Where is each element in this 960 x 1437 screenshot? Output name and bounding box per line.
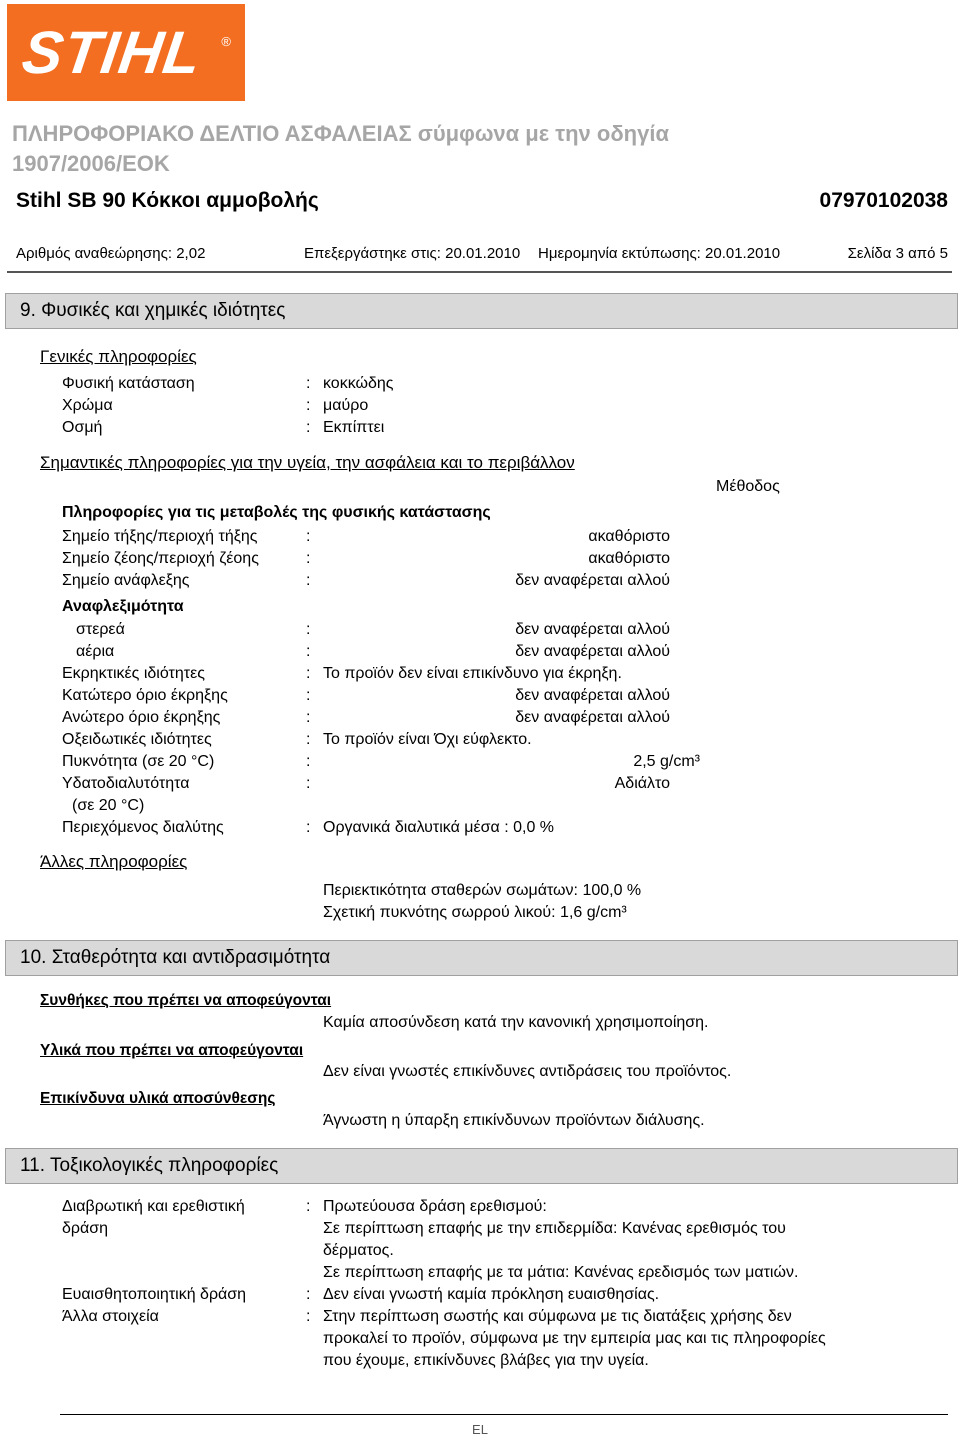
other-data-text-line: που έχουμε, επικίνδυνες βλάβες για την υγεία. — [323, 1352, 649, 1369]
upper-explosion-limit-value: δεν αναφέρεται αλλού — [515, 709, 670, 726]
solids-content: Περιεκτικότητα σταθερών σωμάτων: 100,0 % — [323, 882, 642, 899]
other-data-text-line: Στην περίπτωση σωστής και σύμφωνα με τις διατάξεις χρήσης δεν — [323, 1308, 792, 1325]
page-number: Σελίδα 3 από 5 — [847, 245, 948, 262]
colon: : — [306, 665, 311, 682]
colon: : — [306, 731, 311, 748]
colon: : — [306, 1286, 311, 1303]
section-9-title: 9. Φυσικές και χημικές ιδιότητες — [20, 300, 286, 321]
physical-state-label: Φυσική κατάσταση — [62, 375, 195, 392]
stihl-logo — [7, 4, 245, 101]
colon: : — [306, 572, 311, 589]
method-column-label: Μέθοδος — [716, 478, 780, 495]
irritation-label-line1: Διαβρωτική και ερεθιστική — [62, 1198, 245, 1215]
other-data-label: Άλλα στοιχεία — [62, 1308, 159, 1325]
flash-point-label: Σημείο ανάφλεξης — [62, 572, 190, 589]
document-title-line2: 1907/2006/ΕΟΚ — [12, 151, 170, 176]
other-data-text-line: προκαλεί το προϊόν, σύμφωνα με την εμπειρία μας και τις πληροφορίες — [323, 1330, 826, 1347]
header-divider — [7, 271, 952, 273]
gases-label: αέρια — [76, 643, 115, 660]
decomposition-products-heading: Επικίνδυνα υλικά αποσύνθεσης — [40, 1090, 276, 1107]
print-date: Ημερομηνία εκτύπωσης: 20.01.2010 — [538, 245, 781, 262]
colour-value: μαύρο — [323, 397, 369, 414]
colon: : — [306, 621, 311, 638]
water-solubility-label: Υδατοδιαλυτότητα — [62, 775, 190, 792]
explosive-properties-value: Το προϊόν δεν είναι επικίνδυνο για έκρηξη. — [323, 665, 622, 682]
conditions-to-avoid-value: Καμία αποσύνδεση κατά την κανονική χρησιμοποίηση. — [323, 1014, 709, 1031]
melting-point-value: ακαθόριστο — [588, 528, 670, 545]
flash-point-value: δεν αναφέρεται αλλού — [515, 572, 670, 589]
materials-to-avoid-heading: Υλικά που πρέπει να αποφεύγονται — [40, 1042, 304, 1059]
product-code: 07970102038 — [819, 189, 948, 212]
solvent-content-value: Οργανικά διαλυτικά μέσα : 0,0 % — [323, 819, 555, 836]
boiling-point-value: ακαθόριστο — [588, 550, 670, 567]
solids-value: δεν αναφέρεται αλλού — [515, 621, 670, 638]
colon: : — [306, 819, 311, 836]
melting-point-label: Σημείο τήξης/περιοχή τήξης — [62, 528, 258, 545]
odour-label: Οσμή — [62, 419, 103, 436]
colon: : — [306, 643, 311, 660]
solvent-content-label: Περιεχόμενος διαλύτης — [62, 819, 224, 836]
colon: : — [306, 419, 311, 436]
relative-bulk-density: Σχετική πυκνότης σωρρού λικού: 1,6 g/cm³ — [323, 904, 627, 921]
product-name: Stihl SB 90 Κόκκοι αμμοβολής — [16, 189, 319, 212]
colon: : — [306, 753, 311, 770]
irritation-label-line2: δράση — [62, 1220, 109, 1237]
flammability-heading: Αναφλεξιμότητα — [62, 598, 184, 615]
water-solubility-temperature: (σε 20 °C) — [72, 797, 145, 814]
water-solubility-value: Αδιάλτο — [614, 775, 670, 792]
important-info-heading: Σημαντικές πληροφορίες για την υγεία, την ασφάλεια και το περιβάλλον — [40, 453, 575, 472]
colon: : — [306, 1198, 311, 1215]
logo-text: STIHL — [18, 19, 207, 86]
colon: : — [306, 397, 311, 414]
odour-value: Εκπίπτει — [323, 419, 385, 436]
colon: : — [306, 375, 311, 392]
colon: : — [306, 1308, 311, 1325]
gases-value: δεν αναφέρεται αλλού — [515, 643, 670, 660]
section-11-title: 11. Τοξικολογικές πληροφορίες — [20, 1155, 279, 1176]
colon: : — [306, 775, 311, 792]
language-code: EL — [472, 1422, 488, 1437]
sensitization-value: Δεν είναι γνωστή καμία πρόκληση ευαισθησίας. — [323, 1286, 660, 1303]
density-label: Πυκνότητα (σε 20 °C) — [62, 753, 215, 770]
upper-explosion-limit-label: Ανώτερο όριο έκρηξης — [62, 709, 221, 726]
footer-divider — [60, 1414, 948, 1415]
lower-explosion-limit-value: δεν αναφέρεται αλλού — [515, 687, 670, 704]
density-value: 2,5 g/cm³ — [633, 753, 700, 770]
irritation-text-line: Σε περίπτωση επαφής με την επιδερμίδα: Κανένας ερεθισμός του — [323, 1220, 786, 1237]
other-info-heading: Άλλες πληροφορίες — [40, 852, 188, 871]
colon: : — [306, 528, 311, 545]
boiling-point-label: Σημείο ζέοης/περιοχή ζέοης — [62, 550, 259, 567]
processed-date: Επεξεργάστηκε στις: 20.01.2010 — [304, 245, 521, 262]
section-11-header — [5, 1148, 958, 1184]
lower-explosion-limit-label: Κατώτερο όριο έκρηξης — [62, 687, 228, 704]
document-title-line1: ΠΛΗΡΟΦΟΡΙΑΚΟ ΔΕΛΤΙΟ ΑΣΦΑΛΕΙΑΣ σύμφωνα με την οδηγία — [12, 121, 669, 146]
oxidizing-properties-label: Οξειδωτικές ιδιότητες — [62, 731, 212, 748]
sensitization-label: Ευαισθητοποιητική δράση — [62, 1286, 247, 1303]
oxidizing-properties-value: Το προϊόν είναι Όχι εύφλεκτο. — [323, 731, 532, 748]
irritation-text-line: Πρωτεύουσα δράση ερεθισμού: — [323, 1198, 547, 1215]
section-10-title: 10. Σταθερότητα και αντιδρασιμότητα — [20, 947, 331, 968]
general-info-heading: Γενικές πληροφορίες — [40, 347, 197, 366]
revision-number: Αριθμός αναθεώρησης: 2,02 — [16, 245, 206, 262]
colon: : — [306, 550, 311, 567]
conditions-to-avoid-heading: Συνθήκες που πρέπει να αποφεύγονται — [40, 992, 332, 1009]
physical-state-value: κοκκώδης — [323, 375, 394, 392]
colon: : — [306, 709, 311, 726]
section-10-header — [5, 940, 958, 976]
section-9-header — [5, 293, 958, 329]
colour-label: Χρώμα — [62, 397, 113, 414]
decomposition-products-value: Άγνωστη η ύπαρξη επικίνδυνων προϊόντων διάλυσης. — [323, 1112, 705, 1129]
irritation-text-line: δέρματος. — [323, 1242, 394, 1259]
colon: : — [306, 687, 311, 704]
explosive-properties-label: Εκρηκτικές ιδιότητες — [62, 665, 205, 682]
solids-label: στερεά — [76, 621, 125, 638]
state-change-heading: Πληροφορίες για τις μεταβολές της φυσικής κατάστασης — [62, 504, 491, 521]
logo-registered-mark: ® — [221, 34, 231, 49]
irritation-text-line: Σε περίπτωση επαφής με τα μάτια: Κανένας ερεδισμός των ματιών. — [323, 1264, 799, 1281]
materials-to-avoid-value: Δεν είναι γνωστές επικίνδυνες αντιδράσεις του προϊόντος. — [323, 1063, 732, 1080]
